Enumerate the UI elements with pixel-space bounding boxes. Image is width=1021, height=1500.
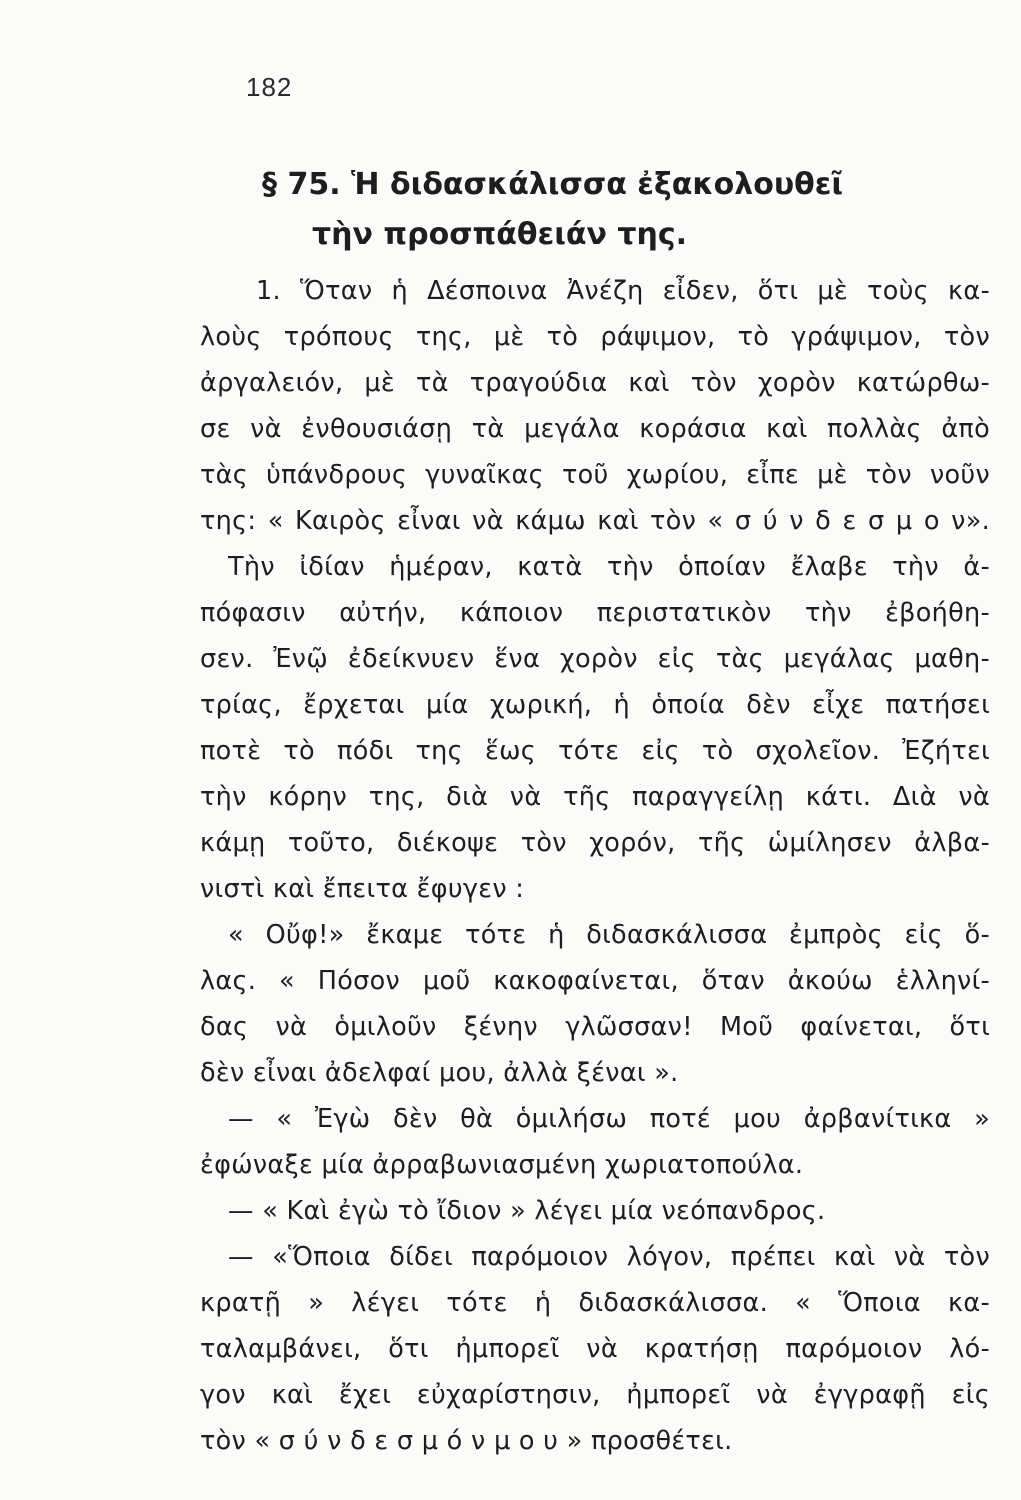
text-line: κάμῃ τοῦτο, διέκοψε τὸν χορόν, τῆς ὡμίλησεν ἀλβα- (200, 828, 990, 858)
text-line: ἀργαλειόν, μὲ τὰ τραγούδια καὶ τὸν χορὸν κατώρθω- (200, 368, 990, 398)
section-heading (262, 160, 962, 260)
text-line: δας νὰ ὁμιλοῦν ξένην γλῶσσαν! Μοῦ φαίνεται, ὅτι (200, 1012, 990, 1042)
text-line: τὴν κόρην της, διὰ νὰ τῆς παραγγείλῃ κάτι. Διὰ νὰ (200, 782, 990, 812)
text-line: λας. « Πόσον μοῦ κακοφαίνεται, ὅταν ἀκούω ἑλληνί- (200, 966, 990, 996)
text-line: τὸν « σ ύ ν δ ε σ μ ό ν μ ο υ » προσθέτει. (200, 1426, 733, 1456)
text-line: — «Ὅποια δίδει παρόμοιον λόγον, πρέπει καὶ νὰ τὸν (228, 1242, 990, 1272)
text-line: πόφασιν αὐτήν, κάποιον περιστατικὸν τὴν ἐβοήθη- (200, 598, 990, 628)
text-line: Τὴν ἰδίαν ἡμέραν, κατὰ τὴν ὁποίαν ἔλαβε τὴν ἀ- (228, 552, 990, 582)
text-line: « Οὔφ!» ἔκαμε τότε ἡ διδασκάλισσα ἐμπρὸς εἰς ὅ- (228, 920, 990, 950)
text-line: λοὺς τρόπους της, μὲ τὸ ράψιμον, τὸ γράψιμον, τὸν (200, 322, 990, 352)
heading-line-2: τὴν προσπάθειάν της. (312, 217, 688, 252)
text-line: σεν. Ἐνῷ ἐδείκνυεν ἕνα χορὸν εἰς τὰς μεγάλας μαθη- (200, 644, 990, 674)
text-line: — « Καὶ ἐγὼ τὸ ἴδιον » λέγει μία νεόπανδρος. (228, 1196, 826, 1226)
text-line: τὰς ὑπάνδρους γυναῖκας τοῦ χωρίου, εἶπε μὲ τὸν νοῦν (200, 460, 990, 490)
body-text (200, 268, 990, 1464)
text-line: της: « Καιρὸς εἶναι νὰ κάμω καὶ τὸν « σ ύ ν δ ε σ μ ο ν». (200, 506, 990, 536)
text-line: 1. Ὅταν ἡ Δέσποινα Ἀνέζη εἶδεν, ὅτι μὲ τοὺς κα- (256, 276, 990, 306)
text-line: σε νὰ ἐνθουσιάσῃ τὰ μεγάλα κοράσια καὶ πολλὰς ἀπὸ (200, 414, 990, 444)
heading-line-1: § 75. Ἡ διδασκάλισσα ἐξακολουθεῖ (262, 167, 844, 202)
text-line: ἐφώναξε μία ἀρραβωνιασμένη χωριατοπούλα. (200, 1150, 804, 1180)
text-line: δὲν εἶναι ἀδελφαί μου, ἀλλὰ ξέναι ». (200, 1058, 679, 1088)
text-line: γον καὶ ἔχει εὐχαρίστησιν, ἠμπορεῖ νὰ ἐγγραφῇ εἰς (200, 1380, 990, 1410)
text-line: κρατῇ » λέγει τότε ἡ διδασκάλισσα. « Ὅποια κα- (200, 1288, 990, 1318)
text-line: — « Ἐγὼ δὲν θὰ ὁμιλήσω ποτέ μου ἀρβανίτικα » (228, 1104, 990, 1134)
text-line: τρίας, ἔρχεται μία χωρική, ἡ ὁποία δὲν εἶχε πατήσει (200, 690, 990, 720)
page-number: 182 (246, 72, 293, 102)
text-line: ποτὲ τὸ πόδι της ἕως τότε εἰς τὸ σχολεῖον. Ἐζήτει (200, 736, 990, 766)
text-line: νιστὶ καὶ ἔπειτα ἔφυγεν : (200, 874, 525, 904)
text-line: ταλαμβάνει, ὅτι ἠμπορεῖ νὰ κρατήσῃ παρόμοιον λό- (200, 1334, 990, 1364)
